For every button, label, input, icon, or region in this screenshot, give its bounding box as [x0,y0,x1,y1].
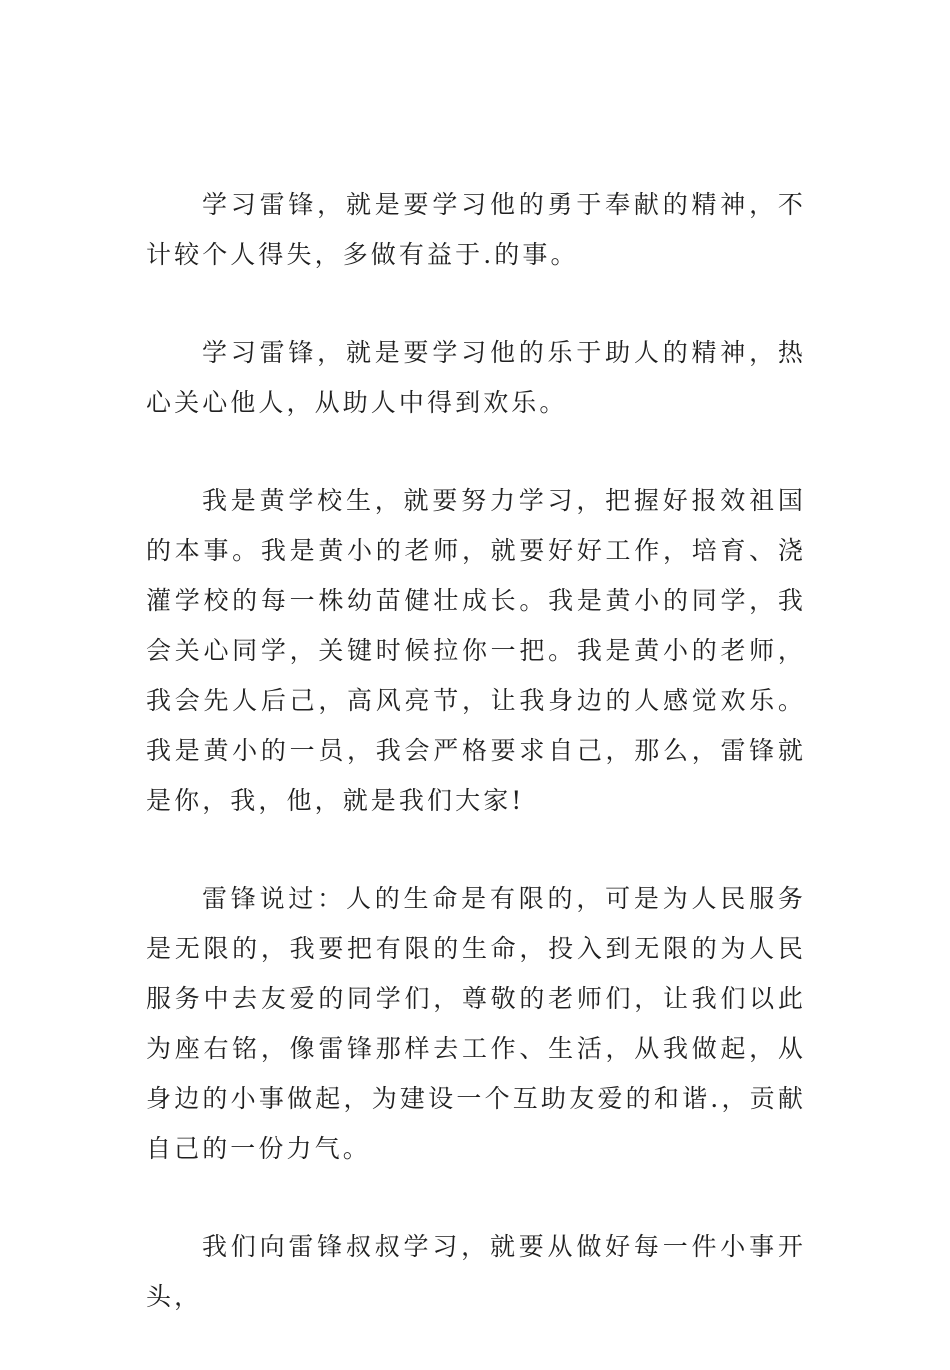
paragraph: 我是黄学校生，就要努力学习，把握好报效祖国的本事。我是黄小的老师，就要好好工作，培育、浇灌学校的每一株幼苗健壮成长。我是黄小的同学，我会关心同学，关键时候拉你一把。我是黄小的老师，我会先人后己，高风亮节，让我身边的人感觉欢乐。我是黄小的一员，我会严格要求自己，那么，雷锋就是你，我，他，就是我们大家! [146,486,806,815]
paragraph: 我们向雷锋叔叔学习，就要从做好每一件小事开头， [146,1232,806,1311]
paragraph: 学习雷锋，就是要学习他的乐于助人的精神，热心关心他人，从助人中得到欢乐。 [146,338,806,417]
paragraph: 雷锋说过：人的生命是有限的，可是为人民服务是无限的，我要把有限的生命，投入到无限的为人民服务中去友爱的同学们，尊敬的老师们，让我们以此为座右铭，像雷锋那样去工作、生活，从我做起，从身边的小事做起，为建设一个互助友爱的和谐.，贡献自己的一份力气。 [146,884,806,1163]
document-body [146,180,806,1370]
paragraph: 学习雷锋，就是要学习他的勇于奉献的精神，不计较个人得失，多做有益于.的事。 [146,190,806,269]
